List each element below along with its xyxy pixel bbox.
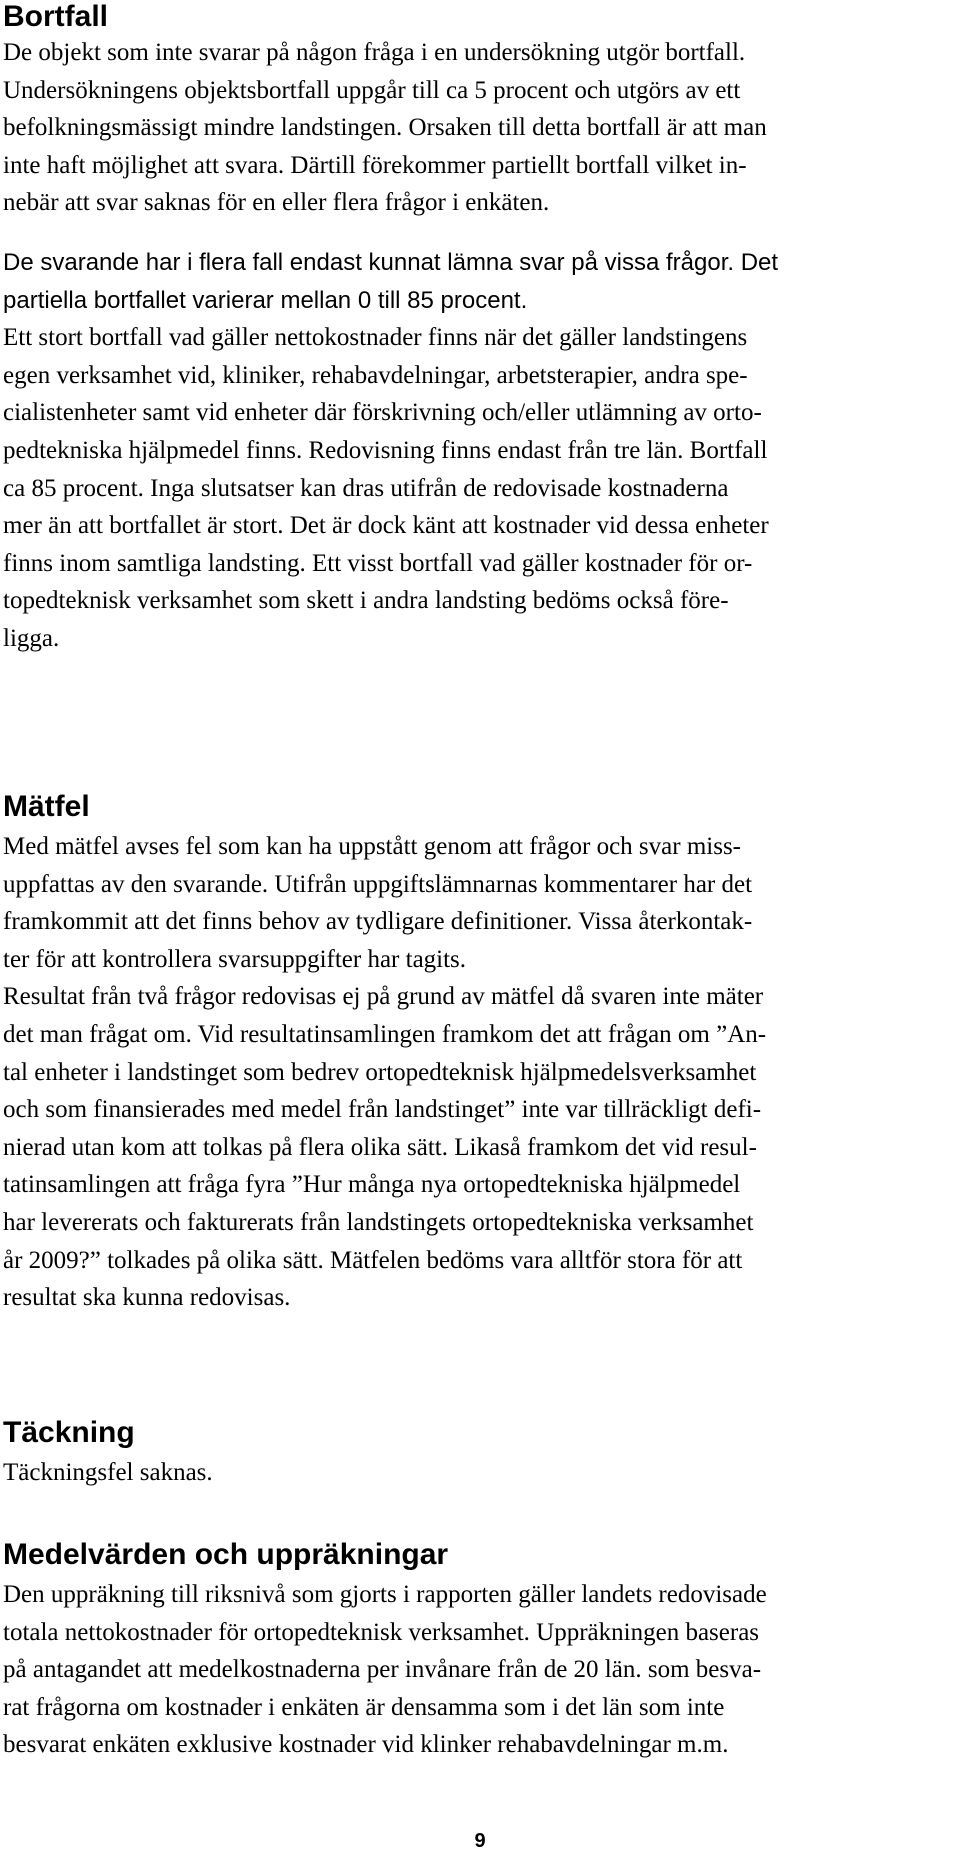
text-line: Den uppräkning till riksnivå som gjorts i rapporten gäller landets redovisade xyxy=(3,1581,767,1608)
paragraph xyxy=(3,978,766,1316)
text-line: finns inom samtliga landsting. Ett visst bortfall vad gäller kostnader för or- xyxy=(3,549,753,577)
paragraph xyxy=(3,1454,213,1492)
section-tackning xyxy=(3,1416,213,1492)
text-line: det man frågat om. Vid resultatinsamlingen framkom det att frågan om ”An- xyxy=(3,1020,767,1048)
text-line: tatinsamlingen att fråga fyra ”Hur många nya ortopedtekniska hjälpmedel xyxy=(3,1171,741,1199)
text-line: uppfattas av den svarande. Utifrån uppgiftslämnarnas kommentarer har det xyxy=(3,870,753,898)
text-line: tal enheter i landstinget som bedrev ortopedteknisk hjälpmedelsverksamhet xyxy=(3,1058,757,1086)
section-heading: Medelvärden och uppräkningar xyxy=(3,1538,449,1571)
text-line: resultat ska kunna redovisas. xyxy=(3,1284,291,1312)
text-line: pedtekniska hjälpmedel finns. Redovisning finns endast från tre län. Bortfall xyxy=(3,436,768,464)
text-line: cialistenheter samt vid enheter där förskrivning och/eller utlämning av orto- xyxy=(3,399,762,427)
text-line: Ett stort bortfall vad gäller nettokostnader finns när det gäller landstingens xyxy=(3,324,748,352)
paragraph xyxy=(3,244,778,319)
text-line: rat frågorna om kostnader i enkäten är densamma som i det län som inte xyxy=(3,1693,725,1721)
text-line: Täckningsfel saknas. xyxy=(3,1459,213,1486)
text-line: ter för att kontrollera svarsuppgifter har tagits. xyxy=(3,945,467,973)
text-line: Resultat från två frågor redovisas ej på grund av mätfel då svaren inte mäter xyxy=(3,983,764,1011)
text-line: mer än att bortfallet är stort. Det är dock känt att kostnader vid dessa enheter xyxy=(3,512,769,540)
text-line: egen verksamhet vid, kliniker, rehabavdelningar, arbetsterapier, andra spe- xyxy=(3,361,748,389)
text-line: ligga. xyxy=(3,624,60,652)
section-heading: Bortfall xyxy=(3,0,108,33)
paragraph xyxy=(3,828,766,978)
text-line: topedteknisk verksamhet som skett i andra landsting bedöms också före- xyxy=(3,587,729,615)
text-line: totala nettokostnader för ortopedteknisk verksamhet. Uppräkningen baseras xyxy=(3,1618,760,1646)
text-line: De objekt som inte svarar på någon fråga i en undersökning utgör bortfall. xyxy=(3,39,746,66)
text-line: och som finansierades med medel från landstinget” inte var tillräckligt defi- xyxy=(3,1096,762,1124)
section-bortfall xyxy=(3,0,778,658)
paragraph xyxy=(3,319,778,657)
text-line: nierad utan kom att tolkas på flera olika sätt. Likaså framkom det vid resul- xyxy=(3,1133,757,1161)
section-heading: Täckning xyxy=(3,1416,135,1449)
text-line: på antagandet att medelkostnaderna per invånare från de 20 län. som besva- xyxy=(3,1656,762,1684)
page-number: 9 xyxy=(474,1830,486,1852)
text-line: inte haft möjlighet att svara. Därtill förekommer partiellt bortfall vilket in- xyxy=(3,151,747,179)
section-heading: Mätfel xyxy=(3,790,90,823)
text-line: framkommit att det finns behov av tydligare definitioner. Vissa återkontak- xyxy=(3,908,753,936)
text-line: Undersökningens objektsbortfall uppgår till ca 5 procent och utgörs av ett xyxy=(3,76,741,104)
text-line: partiella bortfallet varierar mellan 0 till 85 procent. xyxy=(3,286,528,314)
text-line: befolkningsmässigt mindre landstingen. Orsaken till detta bortfall är att man xyxy=(3,114,767,142)
text-line: De svarande har i flera fall endast kunnat lämna svar på vissa frågor. Det xyxy=(3,248,779,276)
paragraph xyxy=(3,34,778,222)
text-line: har levererats och fakturerats från landstingets ortopedtekniska verksamhet xyxy=(3,1208,754,1236)
text-line: ca 85 procent. Inga slutsatser kan dras utifrån de redovisade kostnaderna xyxy=(3,474,729,502)
text-line: besvarat enkäten exklusive kostnader vid klinker rehabavdelningar m.m. xyxy=(3,1731,729,1759)
section-medelvarden xyxy=(3,1538,767,1764)
paragraph xyxy=(3,1576,767,1764)
section-matfel xyxy=(3,790,766,1317)
text-line: nebär att svar saknas för en eller flera frågor i enkäten. xyxy=(3,189,550,217)
text-line: Med mätfel avses fel som kan ha uppstått genom att frågor och svar miss- xyxy=(3,833,742,860)
text-line: år 2009?” tolkades på olika sätt. Mätfelen bedöms vara alltför stora för att xyxy=(3,1246,743,1274)
